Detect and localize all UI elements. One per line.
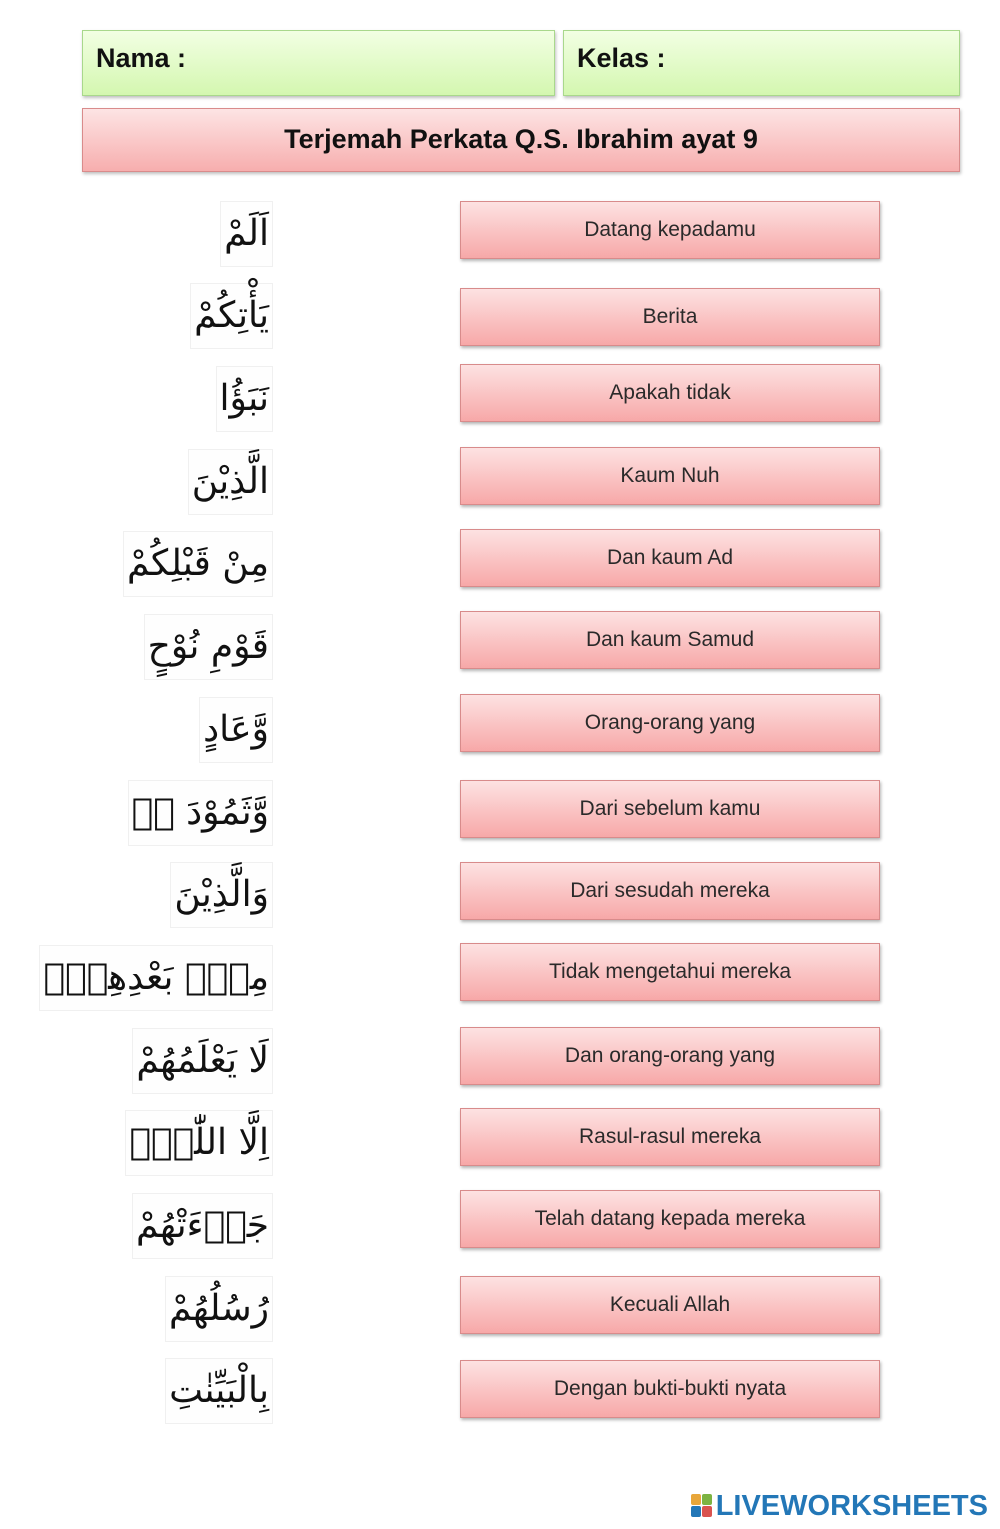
arabic-word: رُسُلُهُمْ — [165, 1276, 273, 1342]
arabic-word: قَوْمِ نُوْحٍ — [144, 614, 273, 680]
arabic-word: الَّذِيْنَ — [188, 449, 273, 515]
arabic-word: جَاۤءَتْهُمْ — [132, 1193, 273, 1259]
answer-option[interactable]: Dan kaum Ad — [460, 529, 880, 587]
arabic-word: وَّعَادٍ — [199, 697, 273, 763]
answer-option[interactable]: Dengan bukti-bukti nyata — [460, 1360, 880, 1418]
answer-option[interactable]: Dari sebelum kamu — [460, 780, 880, 838]
answer-option[interactable]: Datang kepadamu — [460, 201, 880, 259]
answer-option[interactable]: Kaum Nuh — [460, 447, 880, 505]
logo-text: LIVEWORKSHEETS — [715, 1489, 988, 1522]
answer-option[interactable]: Tidak mengetahui mereka — [460, 943, 880, 1001]
answer-option[interactable]: Rasul-rasul mereka — [460, 1108, 880, 1166]
arabic-word: لَا يَعْلَمُهُمْ — [132, 1028, 273, 1094]
class-label: Kelas : — [577, 43, 666, 73]
arabic-word: مِنْ قَبْلِكُمْ — [123, 531, 273, 597]
class-field[interactable] — [563, 30, 960, 96]
answer-option[interactable]: Dan orang-orang yang — [460, 1027, 880, 1085]
arabic-word: مِنْۢ بَعْدِهِمْۗ — [39, 945, 273, 1011]
name-label: Nama : — [96, 43, 187, 73]
liveworksheets-logo-icon — [691, 1494, 713, 1518]
arabic-word: نَبَؤُا — [216, 366, 273, 432]
arabic-word: وَّثَمُوْدَ ەۗ — [128, 780, 274, 846]
answer-option[interactable]: Berita — [460, 288, 880, 346]
liveworksheets-logo[interactable] — [691, 1488, 988, 1524]
arabic-word: بِالْبَيِّنٰتِ — [165, 1358, 273, 1424]
answer-option[interactable]: Telah datang kepada mereka — [460, 1190, 880, 1248]
answer-option[interactable]: Apakah tidak — [460, 364, 880, 422]
answer-option[interactable]: Orang-orang yang — [460, 694, 880, 752]
arabic-word: اَلَمْ — [220, 201, 273, 267]
arabic-word: وَالَّذِيْنَ — [170, 862, 273, 928]
arabic-word: يَأْتِكُمْ — [190, 283, 273, 349]
answer-option[interactable]: Dan kaum Samud — [460, 611, 880, 669]
worksheet-title: Terjemah Perkata Q.S. Ibrahim ayat 9 — [82, 108, 960, 172]
answer-option[interactable]: Dari sesudah mereka — [460, 862, 880, 920]
answer-option[interactable]: Kecuali Allah — [460, 1276, 880, 1334]
arabic-word: اِلَّا اللّٰهُۗ — [125, 1110, 273, 1176]
name-field[interactable] — [82, 30, 555, 96]
